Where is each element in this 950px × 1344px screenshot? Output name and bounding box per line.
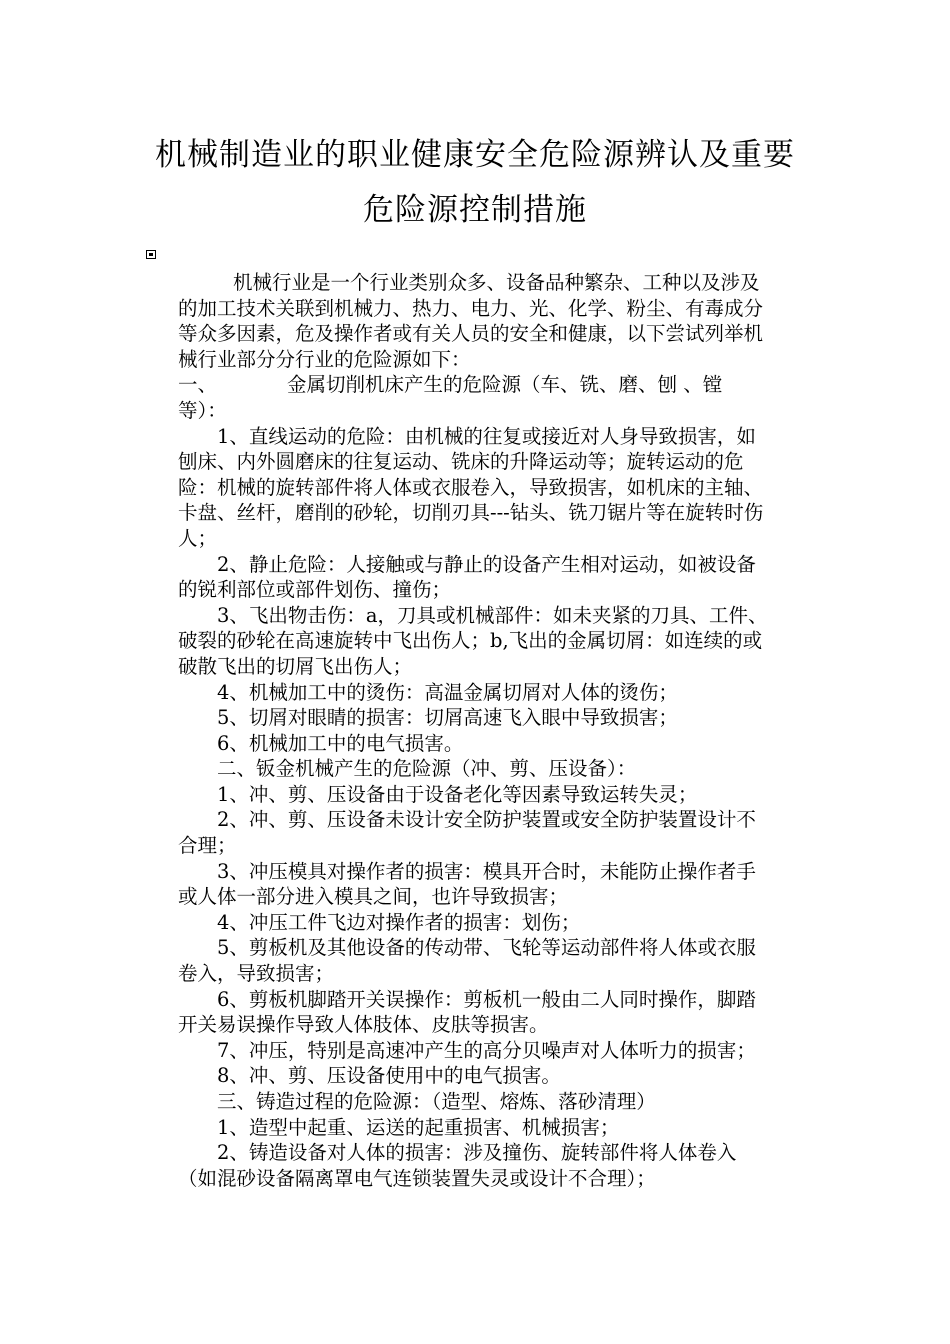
intro-paragraph: 机械行业是一个行业类别众多、设备品种繁杂、工种以及涉及的加工技术关联到机械力、热力、电力、光、化学、粉尘、有毒成分等众多因素，危及操作者或有关人员的安全和健康，以下尝试列举机械行业部分分行业的危险源如下：: [178, 271, 764, 371]
section-heading-text: 金属切削机床产生的危险源（车、铣、磨、刨 、镗等）：: [178, 373, 723, 422]
document-title: 机械制造业的职业健康安全危险源辨认及重要危险源控制措施: [155, 137, 795, 228]
list-item: 1、冲、剪、压设备由于设备老化等因素导致运转失灵；: [217, 782, 698, 806]
list-item: 2、静止危险：人接触或与静止的设备产生相对运动，如被设备的锐利部位或部件划伤、撞伤；: [178, 552, 756, 602]
list-item: 8、冲、剪、压设备使用中的电气损害。: [217, 1064, 561, 1088]
section-heading: [178, 372, 770, 423]
list-item: 5、剪板机及其他设备的传动带、飞轮等运动部件将人体或衣服卷入，导致损害；: [178, 936, 756, 986]
section-number: 一、: [178, 373, 218, 397]
list-item: 3、冲压模具对操作者的损害：模具开合时，未能防止操作者手或人体一部分进入模具之间，也许导致损害；: [178, 859, 756, 909]
list-item: 6、机械加工中的电气损害。: [217, 731, 464, 755]
list-item: 2、铸造设备对人体的损害：涉及撞伤、旋转部件将人体卷入（如混砂设备隔离罩电气连锁装置失灵或设计不合理）；: [178, 1141, 737, 1190]
paragraph-anchor-icon: [146, 250, 156, 259]
list-item: 5、切屑对眼睛的损害：切屑高速飞入眼中导致损害；: [217, 706, 678, 730]
list-item: 3、飞出物击伤：a，刀具或机械部件：如未夹紧的刀具、工件、破裂的砂轮在高速旋转中飞出伤人；b,飞出的金属切屑：如连续的或破散飞出的切屑飞出伤人；: [178, 603, 768, 678]
list-item: 7、冲压，特别是高速冲产生的高分贝噪声对人体听力的损害；: [217, 1038, 756, 1062]
list-item: 2、冲、剪、压设备未设计安全防护装置或安全防护装置设计不合理；: [178, 808, 756, 858]
section-heading: 二、钣金机械产生的危险源（冲、剪、压设备）：: [217, 757, 637, 781]
list-item: 4、冲压工件飞边对操作者的损害：划伤；: [217, 910, 581, 934]
document-body: [178, 270, 770, 1191]
list-item: 4、机械加工中的烫伤：高温金属切屑对人体的烫伤；: [217, 680, 678, 704]
list-item: 1、造型中起重、运送的起重损害、机械损害；: [217, 1115, 620, 1139]
list-item: 1、直线运动的危险：由机械的往复或接近对人身导致损害，如刨床、内外圆磨床的往复运动、铣床的升降运动等；旋转运动的危险：机械的旋转部件将人体或衣服卷入，导致损害，如机床的主轴、卡盘、丝杆，磨削的砂轮，切削刃具---钻头、铣刀锯片等在旋转时伤人；: [178, 424, 764, 550]
section-heading: 三、铸造过程的危险源：（造型、熔炼、落砂清理）: [217, 1090, 656, 1113]
list-item: 6、剪板机脚踏开关误操作：剪板机一般由二人同时操作，脚踏开关易误操作导致人体肢体、皮肤等损害。: [178, 987, 756, 1037]
